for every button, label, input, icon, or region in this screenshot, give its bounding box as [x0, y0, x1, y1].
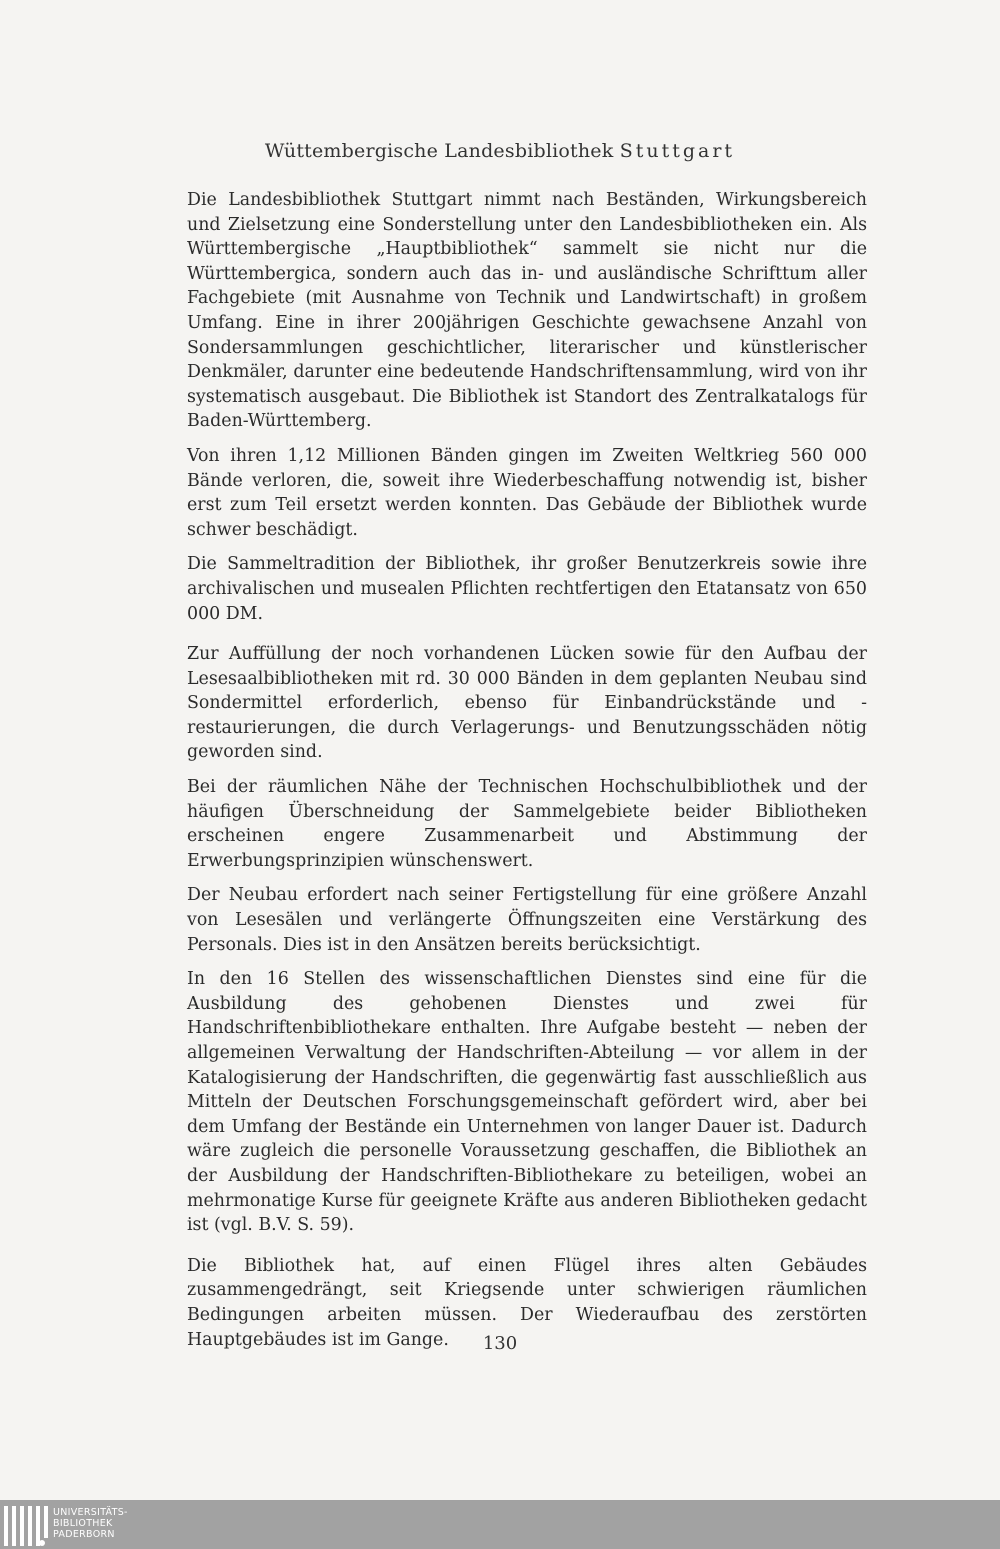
library-logo-text [53, 1507, 128, 1540]
paragraph: Zur Auffüllung der noch vorhandenen Lücken sowie für den Aufbau der Lesesaalbibliotheken mit rd. 30 000 Bänden in dem geplanten Neubau sind Sondermittel erforderlich, ebenso für Einbandrückstände und -restaurierungen, die durch Verlagerungs- und Benutzungsschäden nötig geworden sind. [187, 644, 867, 763]
logo-dot-icon [39, 1540, 45, 1546]
logo-line: PADERBORN [53, 1529, 115, 1540]
logo-line: UNIVERSITÄTS- [53, 1507, 128, 1518]
library-footer-bar [0, 1500, 1000, 1549]
logo-line: BIBLIOTHEK [53, 1518, 113, 1529]
paragraph: Die Bibliothek hat, auf einen Flügel ihres alten Gebäudes zusammengedrängt, seit Kriegsende unter schwierigen räumlichen Bedingungen arbeiten müssen. Der Wiederaufbau des zerstörten Hauptgebäudes ist im Gange. [187, 1255, 867, 1350]
paragraph: Bei der räumlichen Nähe der Technischen Hochschulbibliothek und der häufigen Überschneidung der Sammelgebiete beider Bibliotheken erscheinen engere Zusammenarbeit und Abstimmung der Erwerbungsprinzipien wünschenswert. [187, 777, 867, 871]
paragraph: Die Landesbibliothek Stuttgart nimmt nach Beständen, Wirkungsbereich und Zielsetzung eine Sonderstellung unter den Landesbibliotheken ein. Als Württembergische „Hauptbibliothek“ sammelt sie nicht nur die Württembergica, sondern auch das in- und ausländische Schrifttum aller Fachgebiete (mit Ausnahme von Technik und Landwirtschaft) in großem Umfang. Eine in ihrer 200jährigen Geschichte gewachsene Anzahl von Sondersammlungen geschichtlicher, literarischer und künstlerischer Denkmäler, darunter eine bedeutende Handschriftensammlung, wird von ihr systematisch ausgebaut. Die Bibliothek ist Standort des Zentralkatalogs für Baden-Württemberg. [187, 190, 867, 432]
paragraph: Der Neubau erfordert nach seiner Fertigstellung für eine größere Anzahl von Lesesälen und verlängerte Öffnungszeiten eine Verstärkung des Personals. Dies ist in den Ansätzen bereits berücksichtigt. [187, 885, 867, 955]
heading-title: Wüttembergische Landesbibliothek [264, 140, 614, 162]
paragraph: Von ihren 1,12 Millionen Bänden gingen im Zweiten Weltkrieg 560 000 Bände verloren, die, soweit ihre Wiederbeschaffung notwendig ist, bisher erst zum Teil ersetzt werden konnten. Das Gebäude der Bibliothek wurde schwer beschädigt. [187, 445, 867, 540]
body-text [187, 188, 867, 1362]
paragraph: Die Sammeltradition der Bibliothek, ihr großer Benutzerkreis sowie ihre archivalischen und musealen Pflichten rechtfertigen den Etatansatz von 650 000 DM. [187, 554, 867, 624]
paragraph: In den 16 Stellen des wissenschaftlichen Dienstes sind eine für die Ausbildung des gehobenen Dienstes und zwei für Handschriftenbibliothekare enthalten. Ihre Aufgabe besteht — neben der allgemeinen Verwaltung der Handschriften-Abteilung — vor allem in der Katalogisierung der Handschriften, die gegenwärtig fast ausschließlich aus Mitteln der Deutschen Forschungsgemeinschaft gefördert wird, aber bei dem Umfang der Bestände ein Unternehmen von langer Dauer ist. Dadurch wäre zugleich die personelle Voraussetzung geschaffen, die Bibliothek an der Ausbildung der Handschriften-Bibliothekare zu beteiligen, wobei an mehrmonatige Kurse für geeignete Kräfte aus anderen Bibliotheken gedacht ist (vgl. B.V. S. 59). [187, 969, 867, 1236]
page-heading [0, 140, 1000, 162]
page-number: 130 [482, 1333, 518, 1354]
heading-city: Stuttgart [619, 140, 736, 162]
